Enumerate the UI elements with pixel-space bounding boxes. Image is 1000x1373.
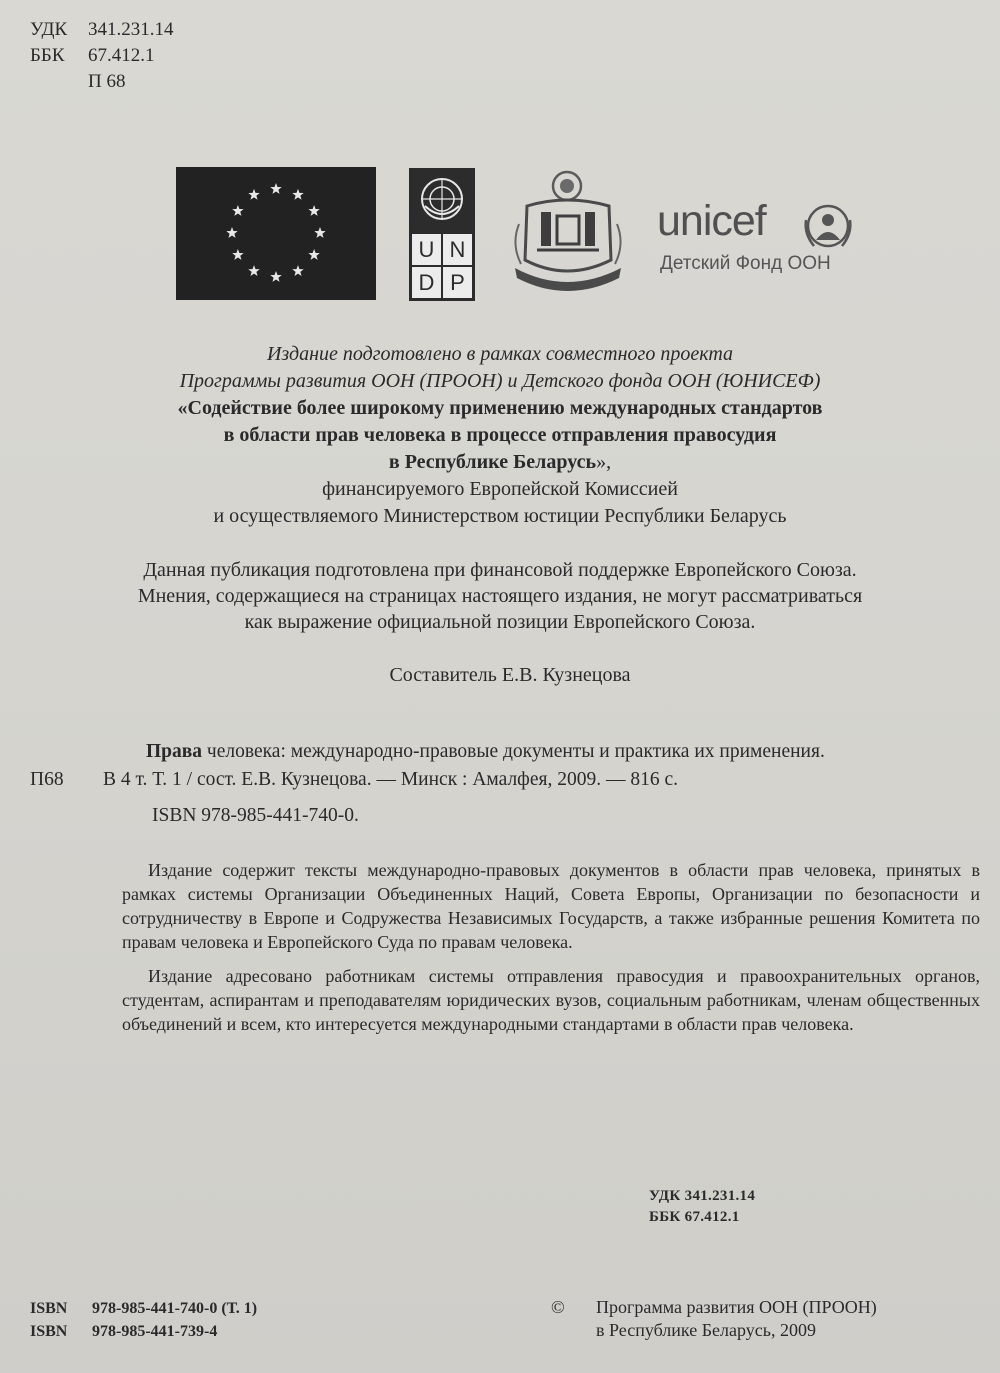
un-emblem-icon <box>417 174 467 224</box>
copyright-line-1: Программа развития ООН (ПРООН) <box>596 1297 877 1317</box>
bbk-label: ББК <box>30 45 65 66</box>
eu-star-icon <box>292 189 303 200</box>
eu-flag-logo <box>176 167 376 300</box>
eu-star-icon <box>314 227 325 238</box>
isbn-set-value: 978-985-441-739-4 <box>92 1323 218 1340</box>
isbn-volume-value: 978-985-441-740-0 (Т. 1) <box>92 1300 258 1317</box>
biblio-title-bold: Права <box>146 741 203 762</box>
bbk-value: 67.412.1 <box>88 45 155 66</box>
isbn-set <box>30 1320 257 1343</box>
bottom-udk: УДК 341.231.14 <box>649 1188 756 1204</box>
project-line-5-bold: в Республике Беларусь <box>388 451 597 473</box>
bbk-row <box>30 43 174 69</box>
eu-star-icon <box>248 265 259 276</box>
undp-letter-n: N <box>443 234 472 265</box>
author-mark-row <box>30 69 174 95</box>
crest-icon <box>507 164 629 300</box>
eu-stars-icon <box>176 167 376 300</box>
compiler-line: Составитель Е.В. Кузнецова <box>389 664 631 686</box>
eu-disclaimer-line-3: как выражение официальной позиции Европейского Союза. <box>244 611 756 633</box>
isbn-set-label: ISBN <box>30 1323 68 1340</box>
eu-star-icon <box>248 189 259 200</box>
unicef-wordmark: unicef <box>657 197 766 245</box>
eu-star-icon <box>308 249 319 260</box>
eu-star-icon <box>270 183 281 194</box>
unicef-emblem-icon <box>802 200 854 252</box>
biblio-title-rest: человека: международно-правовые документы и практика их применения. <box>202 741 825 762</box>
eu-disclaimer <box>0 557 1000 635</box>
biblio-publication-line: В 4 т. Т. 1 / сост. Е.В. Кузнецова. — Минск : Амалфея, 2009. — 816 с. <box>103 769 678 790</box>
biblio-code: П68 <box>30 769 64 790</box>
biblio-isbn: ISBN 978-985-441-740-0. <box>152 805 359 826</box>
author-mark-label <box>30 69 88 95</box>
udk-row <box>30 17 174 43</box>
copyright-holder <box>596 1296 877 1342</box>
bottom-classification <box>649 1186 755 1228</box>
eu-star-icon <box>308 205 319 216</box>
abstract <box>122 858 980 1046</box>
abstract-paragraph-2: Издание адресовано работникам системы отправления правосудия и правоохранительных органов, студентам, аспирантам и преподавателям юридических вузов, социальным работникам, членам общественных объединений и всем, кто интересуется международными стандартами в области прав человека. <box>122 966 980 1034</box>
copyright-icon: © <box>551 1297 565 1317</box>
project-line-1: Издание подготовлено в рамках совместного проекта <box>266 343 733 365</box>
eu-disclaimer-line-2: Мнения, содержащиеся на страницах настоящего издания, не могут рассматриваться <box>137 585 863 607</box>
udk-label: УДК <box>30 19 68 40</box>
author-mark-value: П 68 <box>88 71 126 92</box>
undp-letter-p: P <box>443 267 472 298</box>
ministry-justice-crest-logo <box>507 164 629 300</box>
eu-star-icon <box>292 265 303 276</box>
eu-star-icon <box>232 205 243 216</box>
undp-logo <box>409 168 475 301</box>
biblio-title-line <box>146 738 825 765</box>
project-line-5-rest: », <box>596 451 612 473</box>
eu-star-icon <box>270 271 281 282</box>
eu-disclaimer-line-1: Данная публикация подготовлена при финансовой поддержке Европейского Союза. <box>143 559 857 581</box>
project-line-4: в области прав человека в процессе отправления правосудия <box>223 424 777 446</box>
abstract-paragraph-1: Издание содержит тексты международно-правовых документов в области прав человека, принятых в рамках системы Организации Объединенных Наций, Совета Европы, Организации по безопасности и сотрудничеству в Европе и Содружества Независимых Государств, а также избранные решения Комитета по правам человека и Европейского Суда по правам человека. <box>122 860 980 952</box>
unicef-subtitle: Детский Фонд ООН <box>660 253 831 274</box>
bottom-bbk: ББК 67.412.1 <box>649 1209 740 1225</box>
undp-letter-d: D <box>412 267 441 298</box>
copyright-line-2: в Республике Беларусь, 2009 <box>596 1320 816 1340</box>
isbn-volume <box>30 1297 257 1320</box>
project-line-7: и осуществляемого Министерством юстиции Республики Беларусь <box>213 505 787 527</box>
project-line-3: «Содействие более широкому применению международных стандартов <box>177 397 823 419</box>
project-line-5 <box>0 449 1000 476</box>
eu-star-icon <box>226 227 237 238</box>
classification-block <box>30 17 174 95</box>
project-description <box>0 341 1000 530</box>
undp-letter-u: U <box>412 234 441 265</box>
isbn-block <box>30 1297 257 1343</box>
isbn-volume-label: ISBN <box>30 1300 68 1317</box>
project-line-2: Программы развития ООН (ПРООН) и Детского фонда ООН (ЮНИСЕФ) <box>179 370 821 392</box>
project-line-6: финансируемого Европейской Комиссией <box>322 478 678 500</box>
eu-star-icon <box>232 249 243 260</box>
udk-value: 341.231.14 <box>88 19 174 40</box>
